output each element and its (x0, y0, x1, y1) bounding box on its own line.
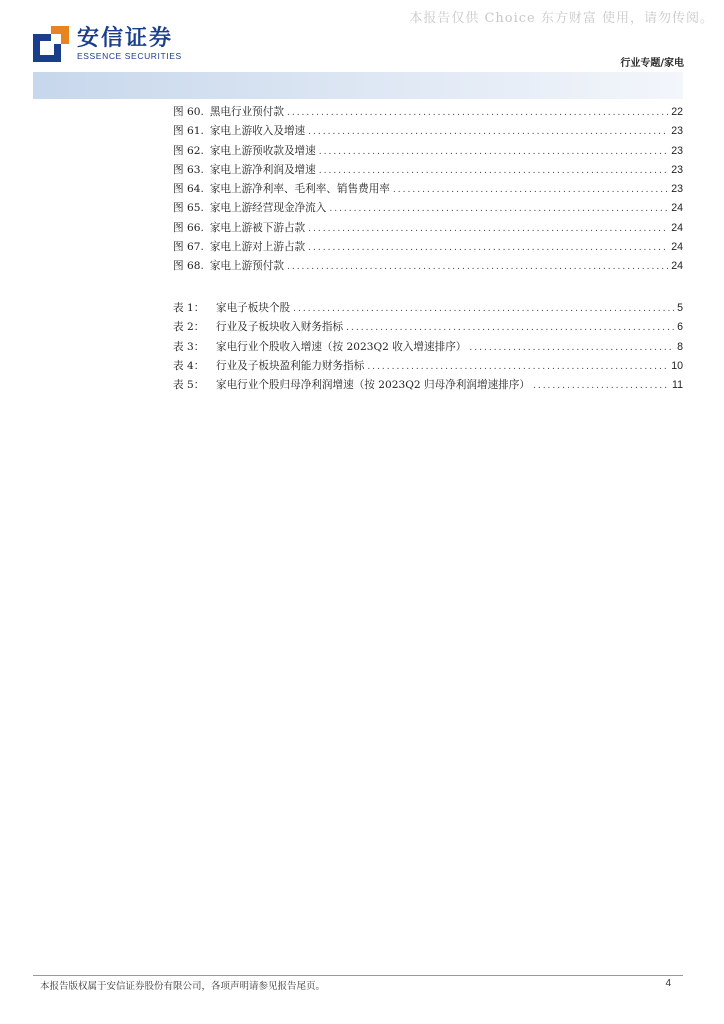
toc-entry-page: 23 (671, 183, 683, 196)
toc-dot-leader (308, 243, 668, 253)
toc-entry-title: 行业及子板块盈利能力财务指标 (216, 359, 365, 372)
toc-entry-title: 家电上游净利润及增速 (209, 163, 316, 176)
toc-entry-page: 24 (671, 202, 683, 215)
toc-entry-page: 10 (671, 359, 683, 372)
figure-toc-entry[interactable] (173, 162, 683, 181)
watermark-text: 本报告仅供 Choice 东方财富 使用，请勿传阅。 (409, 11, 714, 26)
figure-toc-entry[interactable] (173, 200, 683, 219)
figure-toc-entry[interactable] (173, 181, 683, 200)
figure-toc-entry[interactable] (173, 104, 683, 123)
toc-entry-page: 8 (677, 340, 683, 353)
toc-entry-label: 图 66. (173, 221, 204, 234)
toc-entry-page: 23 (671, 125, 683, 138)
toc-entry-page: 11 (672, 379, 683, 392)
tables-toc (173, 300, 683, 396)
logo-icon (33, 26, 69, 62)
toc-entry-label: 图 64. (173, 183, 204, 196)
toc-dot-leader (308, 224, 668, 234)
toc-entry-title: 家电上游预付款 (209, 260, 284, 273)
toc-entry-title: 家电行业个股归母净利润增速（按 2023Q2 归母净利润增速排序） (216, 379, 530, 392)
figure-toc-entry[interactable] (173, 258, 683, 277)
company-logo (33, 24, 182, 64)
figure-toc-entry[interactable] (173, 220, 683, 239)
page-number: 4 (665, 978, 671, 989)
toc-entry-label: 表 1： (173, 302, 205, 314)
logo-english-name: ESSENCE SECURITIES (77, 50, 182, 61)
toc-entry-page: 22 (671, 106, 683, 118)
footer-divider (33, 975, 683, 976)
toc-entry-label: 图 60. (173, 106, 204, 118)
toc-entry-page: 24 (671, 241, 683, 254)
toc-entry-label: 表 4： (173, 359, 205, 372)
toc-entry-title: 家电上游预收款及增速 (209, 144, 316, 157)
toc-dot-leader (319, 166, 668, 176)
footer-disclaimer: 本报告版权属于安信证券股份有限公司，各项声明请参见报告尾页。 (40, 981, 326, 992)
table-toc-entry[interactable] (173, 358, 683, 377)
toc-entry-label: 表 3： (173, 340, 205, 353)
toc-entry-title: 行业及子板块收入财务指标 (216, 321, 344, 334)
table-toc-entry[interactable] (173, 300, 683, 319)
toc-entry-title: 家电上游净利率、毛利率、销售费用率 (209, 183, 390, 196)
logo-chinese-name: 安信证券 (77, 25, 174, 51)
toc-dot-leader (287, 262, 668, 272)
toc-dot-leader (393, 185, 668, 195)
toc-dot-leader (469, 343, 674, 353)
table-toc-entry[interactable] (173, 377, 683, 396)
toc-entry-label: 表 5： (173, 379, 205, 392)
figure-toc-entry[interactable] (173, 143, 683, 162)
toc-dot-leader (308, 127, 668, 137)
toc-entry-page: 5 (677, 302, 683, 314)
figure-toc-entry[interactable] (173, 123, 683, 142)
toc-entry-title: 家电上游收入及增速 (209, 125, 306, 138)
toc-entry-page: 23 (671, 163, 683, 176)
toc-entry-label: 图 62. (173, 144, 204, 157)
table-toc-entry[interactable] (173, 339, 683, 358)
toc-entry-title: 家电上游经营现金净流入 (209, 202, 327, 215)
toc-dot-leader (287, 108, 668, 118)
toc-entry-label: 图 63. (173, 163, 204, 176)
toc-dot-leader (533, 381, 669, 391)
toc-entry-label: 图 68. (173, 260, 204, 273)
toc-entry-page: 6 (677, 321, 683, 334)
toc-entry-label: 表 2： (173, 321, 205, 334)
toc-entry-title: 黑电行业预付款 (209, 106, 284, 118)
toc-entry-label: 图 61. (173, 125, 204, 138)
table-toc-entry[interactable] (173, 319, 683, 338)
header-band (33, 72, 683, 99)
toc-dot-leader (329, 204, 668, 214)
toc-entry-title: 家电上游对上游占款 (209, 241, 306, 254)
report-category: 行业专题/家电 (620, 58, 684, 69)
toc-dot-leader (293, 304, 674, 314)
figures-toc (173, 104, 683, 278)
toc-entry-label: 图 65. (173, 202, 204, 215)
toc-dot-leader (319, 147, 668, 157)
figure-toc-entry[interactable] (173, 239, 683, 258)
toc-entry-page: 24 (671, 260, 683, 273)
toc-entry-title: 家电上游被下游占款 (209, 221, 306, 234)
toc-entry-title: 家电行业个股收入增速（按 2023Q2 收入增速排序） (216, 340, 467, 353)
toc-entry-page: 23 (671, 144, 683, 157)
toc-entry-title: 家电子板块个股 (216, 302, 291, 314)
toc-dot-leader (346, 323, 674, 333)
toc-dot-leader (367, 362, 668, 372)
toc-entry-page: 24 (671, 221, 683, 234)
toc-entry-label: 图 67. (173, 241, 204, 254)
